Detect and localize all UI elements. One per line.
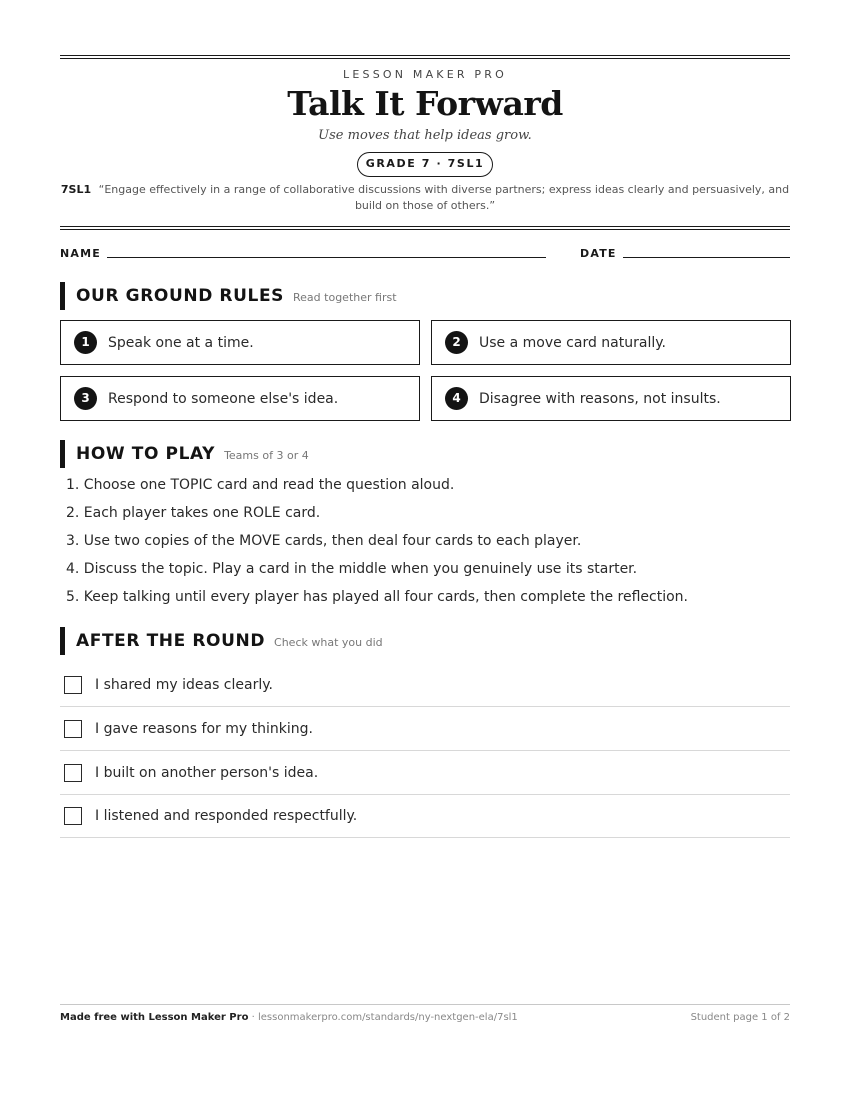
section-hint: Check what you did xyxy=(274,636,383,649)
grade-badge: GRADE 7 · 7SL1 xyxy=(357,152,493,177)
how-to-play-header xyxy=(60,440,309,468)
rule-text: Disagree with reasons, not insults. xyxy=(479,390,721,407)
step-item: 4. Discuss the topic. Play a card in the middle when you genuinely use its starter. xyxy=(66,561,638,577)
reflection-text: I gave reasons for my thinking. xyxy=(95,720,313,737)
ground-rules-header xyxy=(60,282,397,310)
header-bottom-rule xyxy=(60,226,790,230)
footer-made-with: Made free with Lesson Maker Pro xyxy=(60,1012,249,1023)
rule-number-badge: 4 xyxy=(445,387,468,410)
ground-rule-card xyxy=(60,320,420,365)
standard-code: 7SL1 xyxy=(60,183,92,196)
rule-number-badge: 1 xyxy=(74,331,97,354)
checkbox[interactable] xyxy=(64,807,82,825)
reflection-text: I built on another person's idea. xyxy=(95,764,319,781)
standard-statement xyxy=(60,182,790,214)
page-subtitle: Use moves that help ideas grow. xyxy=(318,128,532,143)
reflection-text: I listened and responded respectfully. xyxy=(95,807,358,824)
rule-text: Speak one at a time. xyxy=(108,334,254,351)
footer-url[interactable]: · lessonmakerpro.com/standards/ny-nextgen-ela/7sl1 xyxy=(248,1012,518,1023)
section-marker xyxy=(60,627,65,655)
section-hint: Teams of 3 or 4 xyxy=(224,449,309,462)
ground-rule-card xyxy=(431,320,791,365)
reflection-item xyxy=(60,707,790,751)
step-item: 1. Choose one TOPIC card and read the question aloud. xyxy=(66,477,455,493)
footer-rule xyxy=(60,1004,790,1005)
name-field[interactable] xyxy=(107,257,546,258)
step-item: 3. Use two copies of the MOVE cards, then deal four cards to each player. xyxy=(66,533,582,549)
ground-rule-card xyxy=(60,376,420,421)
reflection-item xyxy=(60,663,790,707)
rule-number-badge: 2 xyxy=(445,331,468,354)
page-title: Talk It Forward xyxy=(287,84,563,123)
section-marker xyxy=(60,440,65,468)
checkbox[interactable] xyxy=(64,764,82,782)
section-marker xyxy=(60,282,65,310)
section-hint: Read together first xyxy=(293,291,397,304)
footer-page-info: Student page 1 of 2 xyxy=(690,1012,790,1023)
checkbox[interactable] xyxy=(64,676,82,694)
date-field[interactable] xyxy=(623,257,790,258)
footer-credit xyxy=(60,1012,518,1023)
rule-text: Respond to someone else's idea. xyxy=(108,390,339,407)
section-title: HOW TO PLAY xyxy=(76,444,216,464)
ground-rule-card xyxy=(431,376,791,421)
after-round-header xyxy=(60,627,383,655)
rule-text: Use a move card naturally. xyxy=(479,334,666,351)
brand-name: LESSON MAKER PRO xyxy=(343,68,507,81)
reflection-text: I shared my ideas clearly. xyxy=(95,676,273,693)
header-top-rule xyxy=(60,55,790,59)
section-title: OUR GROUND RULES xyxy=(76,286,285,306)
step-item: 5. Keep talking until every player has played all four cards, then complete the reflection. xyxy=(66,589,689,605)
section-title: AFTER THE ROUND xyxy=(76,631,266,651)
step-item: 2. Each player takes one ROLE card. xyxy=(66,505,321,521)
date-label: DATE xyxy=(580,247,617,260)
worksheet-page xyxy=(60,0,790,1100)
reflection-item xyxy=(60,794,790,838)
reflection-item xyxy=(60,751,790,795)
name-label: NAME xyxy=(60,247,101,260)
steps-list xyxy=(66,474,786,614)
checkbox[interactable] xyxy=(64,720,82,738)
standard-text: “Engage effectively in a range of collaborative discussions with diverse partners; express ideas clearly and persuasively, and build on those of others.” xyxy=(98,183,790,212)
rule-number-badge: 3 xyxy=(74,387,97,410)
